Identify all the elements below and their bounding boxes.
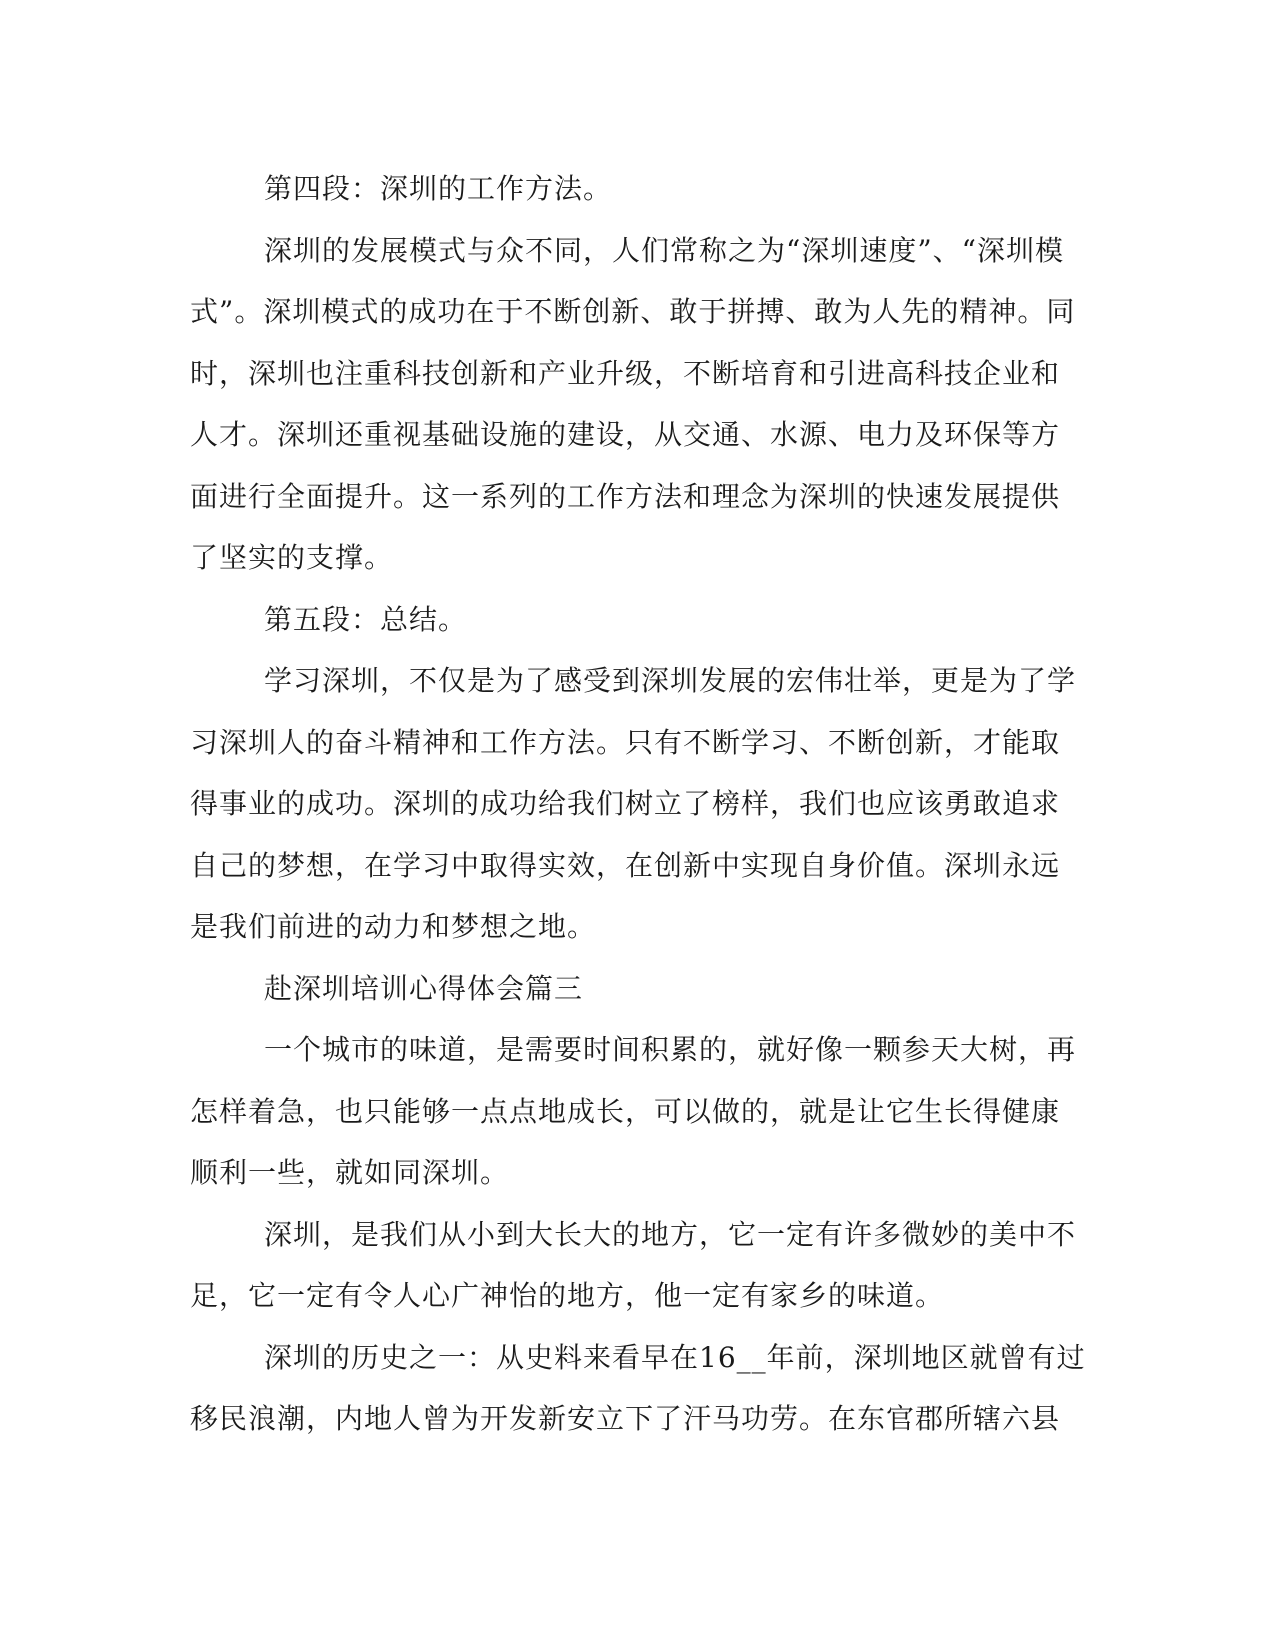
section-heading-4: 第四段：深圳的工作方法。 <box>264 172 613 205</box>
paragraph-line: 时，深圳也注重科技创新和产业升级，不断培育和引进高科技企业和 <box>190 356 1061 390</box>
paragraph-line: 式”。深圳模式的成功在于不断创新、敢于拼搏、敢为人先的精神。同 <box>190 295 1076 328</box>
article-title: 赴深圳培训心得体会篇三 <box>264 971 584 1005</box>
paragraph-line: 足，它一定有令人心广神怡的地方，他一定有家乡的味道。 <box>190 1279 945 1312</box>
paragraph-line: 深圳的历史之一：从史料来看早在16__年前，深圳地区就曾有过 <box>264 1340 1086 1374</box>
paragraph-line: 深圳的发展模式与众不同，人们常称之为“深圳速度”、“深圳模 <box>264 233 1064 267</box>
paragraph-line: 移民浪潮，内地人曾为开发新安立下了汗马功劳。在东官郡所辖六县 <box>190 1402 1061 1435</box>
paragraph-line: 一个城市的味道，是需要时间积累的，就好像一颗参天大树，再 <box>264 1033 1077 1066</box>
paragraph-line: 是我们前进的动力和梦想之地。 <box>190 910 597 943</box>
paragraph-line: 人才。深圳还重视基础设施的建设，从交通、水源、电力及环保等方 <box>190 418 1061 451</box>
paragraph-line: 自己的梦想，在学习中取得实效，在创新中实现自身价值。深圳永远 <box>190 848 1061 882</box>
section-heading-5: 第五段：总结。 <box>264 602 468 636</box>
paragraph-line: 习深圳人的奋斗精神和工作方法。只有不断学习、不断创新，才能取 <box>190 725 1061 759</box>
paragraph-line: 学习深圳，不仅是为了感受到深圳发展的宏伟壮举，更是为了学 <box>264 664 1077 697</box>
paragraph-line: 得事业的成功。深圳的成功给我们树立了榜样，我们也应该勇敢追求 <box>190 787 1061 820</box>
paragraph-line: 顺利一些，就如同深圳。 <box>190 1156 510 1189</box>
paragraph-line: 深圳，是我们从小到大长大的地方，它一定有许多微妙的美中不 <box>264 1217 1077 1251</box>
paragraph-line: 怎样着急，也只能够一点点地成长，可以做的，就是让它生长得健康 <box>190 1094 1061 1128</box>
paragraph-line: 面进行全面提升。这一系列的工作方法和理念为深圳的快速发展提供 <box>190 479 1061 513</box>
document-body <box>190 158 1090 1450</box>
paragraph-line: 了坚实的支撑。 <box>190 541 394 574</box>
